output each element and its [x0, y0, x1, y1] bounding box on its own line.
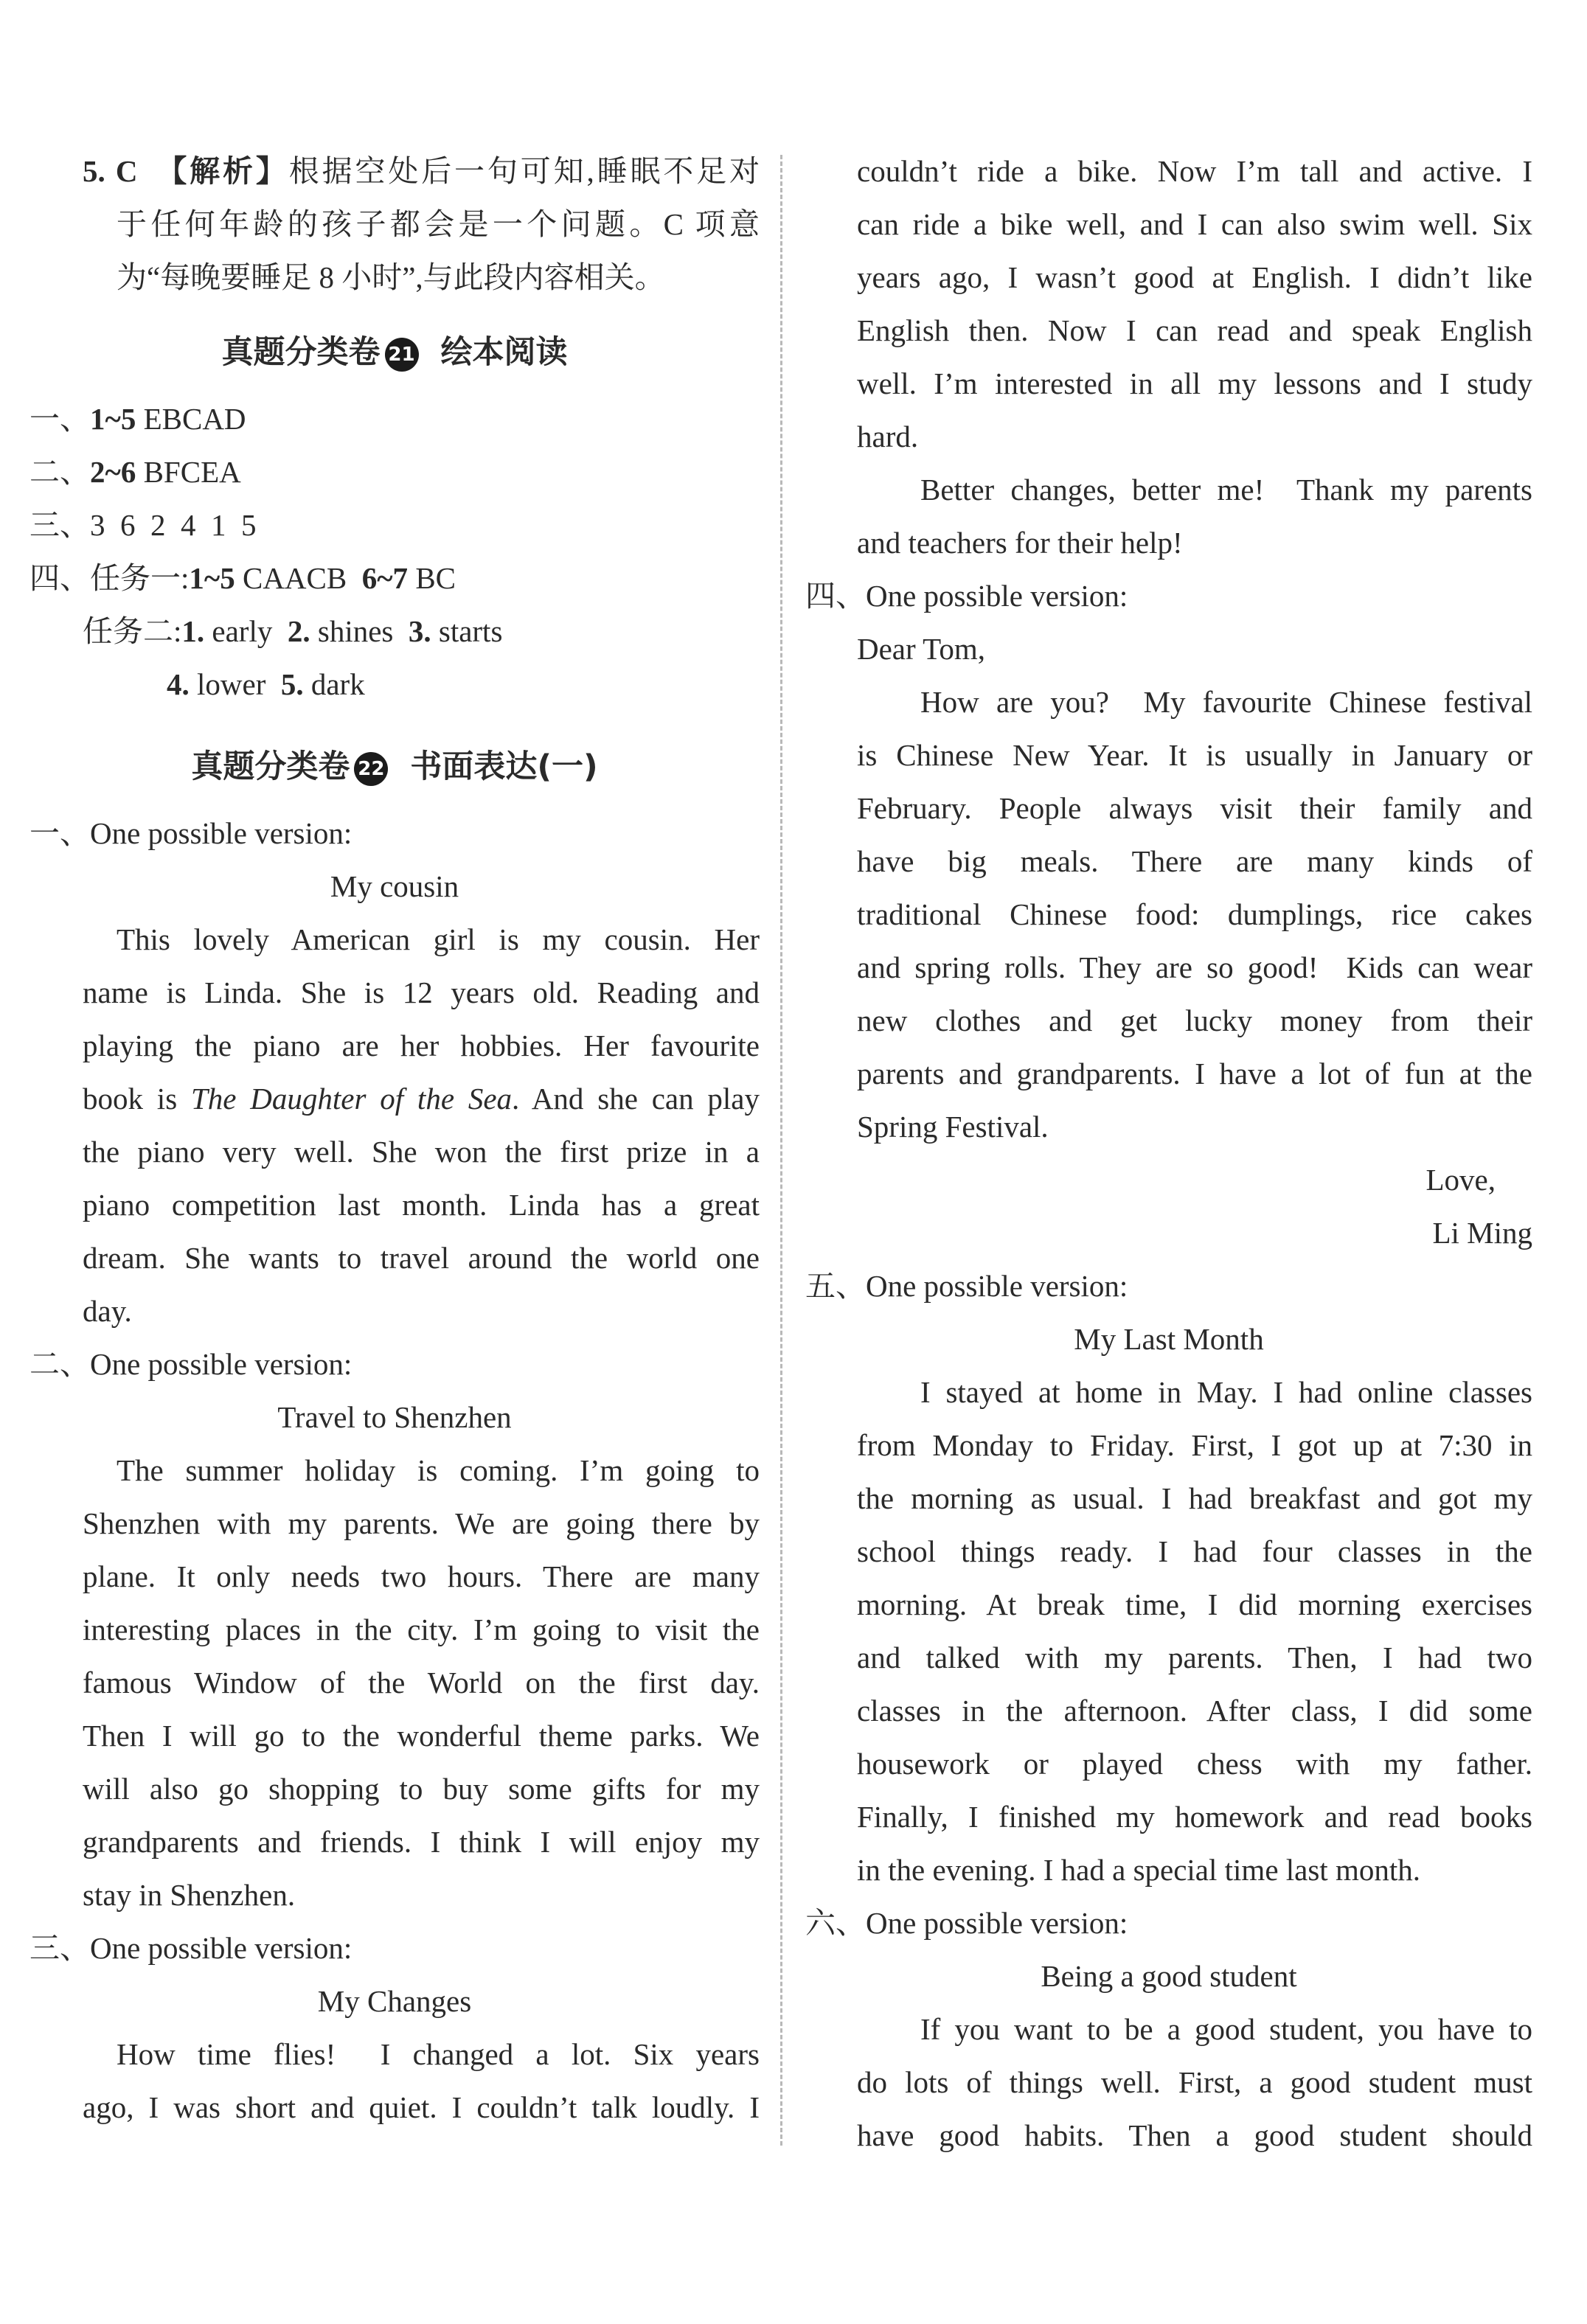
right-column — [805, 145, 1532, 2162]
essay-4-line: new clothes and get lucky money from their — [857, 1003, 1532, 1037]
q5-line-3: 为“每晚要睡足 8 小时”,与此段内容相关。 — [117, 260, 665, 294]
essay-5-line: the morning as usual. I had breakfast and got my — [857, 1481, 1532, 1515]
essay-1-line: piano competition last month. Linda has a great — [83, 1188, 760, 1222]
essay-3 — [29, 1921, 760, 2134]
essay-6-line: have good habits. Then a good student should — [857, 2118, 1532, 2152]
essay-1-title: My cousin — [330, 869, 459, 903]
essay-3-line: Better changes, better me! Thank my parents — [920, 473, 1532, 507]
essay-2-line: plane. It only needs two hours. There are many — [83, 1559, 760, 1593]
essay-5-line: in the evening. I had a special time last month. — [857, 1853, 1420, 1887]
essay-5-line: housework or played chess with my father. — [857, 1747, 1532, 1781]
essay-2-label: 二、One possible version: — [29, 1347, 353, 1381]
essay-4-line: have big meals. There are many kinds of — [857, 844, 1532, 878]
essay-6-label: 六、One possible version: — [805, 1906, 1128, 1940]
essay-3-continued — [805, 145, 1532, 569]
answer-4: 四、任务一:1~5 CAACB 6~7 BC — [29, 561, 456, 595]
essay-5-line: classes in the afternoon. After class, I did some — [857, 1694, 1532, 1728]
essay-1 — [29, 807, 760, 1337]
essay-3-line: couldn’t ride a bike. Now I’m tall and active. I — [857, 154, 1532, 188]
section-heading-21: 真题分类卷 21 绘本阅读 — [221, 334, 568, 371]
essay-2-line: The summer holiday is coming. I’m going to — [117, 1453, 760, 1487]
column-divider — [780, 155, 782, 2146]
answer-task-2-cont: 4. lower 5. dark — [167, 667, 365, 701]
essay-3-label: 三、One possible version: — [29, 1931, 353, 1965]
q5-line-1: 根据空处后一句可知,睡眠不足对 — [288, 154, 760, 188]
essay-5-line: Finally, I finished my homework and read books — [857, 1800, 1532, 1834]
essay-2-title: Travel to Shenzhen — [277, 1400, 512, 1434]
essay-1-line: name is Linda. She is 12 years old. Reading and — [83, 975, 760, 1009]
essay-3-title: My Changes — [317, 1984, 472, 2018]
essay-1-line: the piano very well. She won the first prize in a — [83, 1135, 760, 1169]
essay-2-line: grandparents and friends. I think I will enjoy my — [83, 1825, 760, 1859]
essay-2-line: stay in Shenzhen. — [83, 1878, 296, 1912]
essay-1-line: dream. She wants to travel around the world one — [83, 1241, 760, 1275]
essay-4-closing: Love, — [1425, 1163, 1496, 1197]
left-column — [29, 145, 760, 2134]
essay-4-line: is Chinese New Year. It is usually in January or — [857, 738, 1532, 772]
essay-5-label: 五、One possible version: — [805, 1269, 1128, 1303]
essay-5-line: morning. At break time, I did morning exercises — [857, 1587, 1532, 1621]
section-heading-22: 真题分类卷 22 书面表达(一) — [191, 748, 598, 785]
essay-5-line: and talked with my parents. Then, I had two — [857, 1641, 1532, 1674]
answer-3: 三、3 6 2 4 1 5 — [29, 508, 257, 542]
q5-number: 5. C — [83, 154, 138, 188]
essay-5-line: from Monday to Friday. First, I got up at 7:30 in — [857, 1428, 1532, 1462]
essay-4-line: traditional Chinese food: dumplings, rice cakes — [857, 897, 1532, 931]
essay-4 — [805, 569, 1532, 1259]
essay-2-line: Then I will go to the wonderful theme parks. We — [83, 1719, 760, 1753]
essay-3-line: ago, I was short and quiet. I couldn’t talk loudly. I — [83, 2090, 760, 2124]
q5-line-2: 于任何年龄的孩子都会是一个问题。C 项意 — [117, 207, 760, 241]
essay-1-line: day. — [83, 1294, 132, 1328]
circled-number-21: 21 — [385, 338, 419, 372]
essay-4-line: and spring rolls. They are so good! Kids can wear — [857, 950, 1532, 984]
essay-4-line: Spring Festival. — [857, 1110, 1049, 1144]
q5-tag: 【解析】 — [153, 154, 289, 188]
essay-4-greeting: Dear Tom, — [857, 632, 985, 666]
essay-2-line: interesting places in the city. I’m going to visit the — [83, 1612, 760, 1646]
essay-3-line: can ride a bike well, and I can also swim well. Six — [857, 207, 1532, 241]
essay-6 — [805, 1896, 1532, 2162]
essay-3-line: years ago, I wasn’t good at English. I didn’t like — [857, 260, 1532, 294]
essay-2-line: Shenzhen with my parents. We are going there by — [83, 1506, 760, 1540]
essay-3-line: and teachers for their help! — [857, 526, 1183, 560]
essay-4-label: 四、One possible version: — [805, 579, 1128, 613]
essay-3-line: hard. — [857, 420, 919, 453]
essay-3-line: How time flies! I changed a lot. Six years — [117, 2037, 760, 2071]
essay-3-line: well. I’m interested in all my lessons and I study — [857, 366, 1532, 400]
essay-6-line: do lots of things well. First, a good student must — [857, 2065, 1532, 2099]
q5-answer — [29, 145, 760, 304]
essay-2-line: will also go shopping to buy some gifts for my — [83, 1772, 760, 1806]
essay-3-line: English then. Now I can read and speak English — [857, 313, 1532, 347]
essay-4-line: February. People always visit their family and — [857, 791, 1532, 825]
essay-2 — [29, 1337, 760, 1921]
essay-4-signature: Li Ming — [1432, 1216, 1532, 1250]
essay-4-line: parents and grandparents. I have a lot of fun at the — [857, 1057, 1532, 1090]
essay-6-title: Being a good student — [1041, 1959, 1297, 1993]
answer-2: 二、2~6 BFCEA — [29, 455, 241, 489]
answer-task-2: 任务二:1. early 2. shines 3. starts — [83, 614, 503, 648]
essay-5-line: school things ready. I had four classes in the — [857, 1534, 1532, 1568]
essay-4-line: How are you? My favourite Chinese festival — [920, 685, 1532, 719]
book-title: The Daughter of the Sea — [190, 1082, 513, 1116]
essay-6-line: If you want to be a good student, you have to — [920, 2012, 1532, 2046]
essay-2-line: famous Window of the World on the first day. — [83, 1666, 760, 1699]
essay-5-title: My Last Month — [1074, 1322, 1264, 1356]
essay-1-line: playing the piano are her hobbies. Her favourite — [83, 1029, 760, 1062]
essay-1-line: book is The Daughter of the Sea. And she can play — [83, 1082, 760, 1116]
essay-5 — [805, 1259, 1532, 1896]
essay-1-label: 一、One possible version: — [29, 816, 353, 850]
answer-1: 一、1~5 EBCAD — [29, 402, 246, 436]
essay-5-line: I stayed at home in May. I had online classes — [920, 1375, 1532, 1409]
circled-number-22: 22 — [354, 752, 388, 786]
essay-1-line: This lovely American girl is my cousin. Her — [117, 922, 760, 956]
